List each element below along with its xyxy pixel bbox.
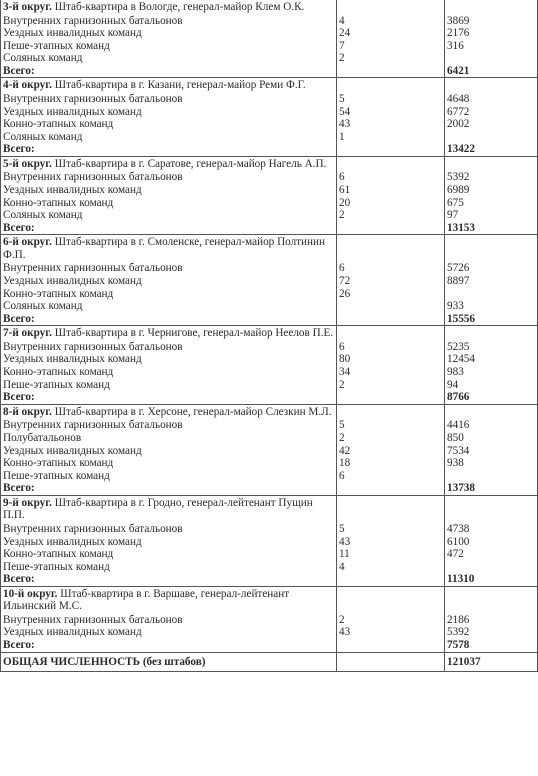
table-row bbox=[1, 209, 538, 222]
unit-count: 4 bbox=[337, 561, 445, 574]
table-row bbox=[1, 419, 538, 432]
table-row bbox=[1, 93, 538, 106]
empty-cell bbox=[337, 222, 445, 235]
unit-men: 3869 bbox=[445, 15, 538, 28]
table-row bbox=[1, 353, 538, 366]
unit-count: 7 bbox=[337, 40, 445, 53]
table-row bbox=[1, 626, 538, 639]
unit-label: Конно-этапных команд bbox=[1, 288, 337, 301]
empty-cell bbox=[337, 652, 445, 672]
unit-men: 472 bbox=[445, 548, 538, 561]
district-description: Штаб-квартира в г. Варшаве, генерал-лейтенант Ильинский М.С. bbox=[3, 587, 290, 613]
district-description: Штаб-квартира в г. Чернигове, генерал-майор Неелов П.Е. bbox=[51, 327, 334, 340]
unit-label: Уездных инвалидных команд bbox=[1, 184, 337, 197]
unit-men: 4416 bbox=[445, 419, 538, 432]
grand-total-value: 121037 bbox=[445, 652, 538, 672]
unit-count: 26 bbox=[337, 288, 445, 301]
unit-men bbox=[445, 288, 538, 301]
unit-count: 2 bbox=[337, 614, 445, 627]
district-total-row bbox=[1, 313, 538, 326]
district-total-value: 8766 bbox=[445, 391, 538, 404]
table-row bbox=[1, 197, 538, 210]
unit-men bbox=[445, 561, 538, 574]
district-description: Штаб-квартира в г. Херсоне, генерал-майор Слезкин М.Л. bbox=[51, 405, 332, 418]
unit-count: 2 bbox=[337, 209, 445, 222]
district-total-value: 13153 bbox=[445, 222, 538, 235]
unit-men: 938 bbox=[445, 457, 538, 470]
table-row bbox=[1, 106, 538, 119]
table-row bbox=[1, 118, 538, 131]
unit-men: 5235 bbox=[445, 341, 538, 354]
empty-cell bbox=[337, 313, 445, 326]
district-description: Штаб-квартира в г. Смоленске, генерал-майор Полтинин Ф.П. bbox=[3, 236, 326, 261]
empty-cell bbox=[337, 78, 445, 93]
unit-label: Внутренних гарнизонных батальонов bbox=[1, 523, 337, 536]
unit-label: Соляных команд bbox=[1, 52, 337, 65]
total-label: Всего: bbox=[1, 482, 337, 495]
unit-label: Полубатальонов bbox=[1, 432, 337, 445]
district-total-row bbox=[1, 639, 538, 652]
unit-count: 5 bbox=[337, 93, 445, 106]
district-header-row bbox=[1, 586, 538, 614]
unit-label: Уездных инвалидных команд bbox=[1, 353, 337, 366]
empty-cell bbox=[337, 65, 445, 78]
table-row bbox=[1, 379, 538, 392]
district-header bbox=[1, 586, 337, 614]
table-row bbox=[1, 15, 538, 28]
unit-men: 4738 bbox=[445, 523, 538, 536]
unit-label: Уездных инвалидных команд bbox=[1, 27, 337, 40]
unit-count: 2 bbox=[337, 379, 445, 392]
empty-cell bbox=[445, 326, 538, 341]
unit-label: Внутренних гарнизонных батальонов bbox=[1, 614, 337, 627]
table-row bbox=[1, 40, 538, 53]
unit-label: Соляных команд bbox=[1, 131, 337, 144]
unit-label: Пеше-этапных команд bbox=[1, 470, 337, 483]
unit-count bbox=[337, 300, 445, 313]
unit-label: Пеше-этапных команд bbox=[1, 561, 337, 574]
unit-men: 6100 bbox=[445, 536, 538, 549]
unit-label: Конно-этапных команд bbox=[1, 548, 337, 561]
district-total-value: 15556 bbox=[445, 313, 538, 326]
unit-men: 12454 bbox=[445, 353, 538, 366]
unit-label: Уездных инвалидных команд bbox=[1, 536, 337, 549]
unit-count: 1 bbox=[337, 131, 445, 144]
unit-label: Пеше-этапных команд bbox=[1, 379, 337, 392]
unit-label: Конно-этапных команд bbox=[1, 366, 337, 379]
district-total-row bbox=[1, 573, 538, 586]
unit-men: 850 bbox=[445, 432, 538, 445]
unit-label: Соляных команд bbox=[1, 209, 337, 222]
unit-label: Внутренних гарнизонных батальонов bbox=[1, 93, 337, 106]
district-total-row bbox=[1, 482, 538, 495]
district-name: 8-й округ. bbox=[3, 405, 52, 418]
unit-count: 6 bbox=[337, 262, 445, 275]
empty-cell bbox=[445, 404, 538, 419]
empty-cell bbox=[337, 326, 445, 341]
table-row bbox=[1, 300, 538, 313]
empty-cell bbox=[445, 235, 538, 263]
table-row bbox=[1, 470, 538, 483]
unit-label: Уездных инвалидных команд bbox=[1, 106, 337, 119]
unit-count: 61 bbox=[337, 184, 445, 197]
district-header bbox=[1, 156, 337, 171]
unit-men bbox=[445, 52, 538, 65]
empty-cell bbox=[337, 404, 445, 419]
table-row bbox=[1, 548, 538, 561]
district-header bbox=[1, 495, 337, 523]
total-label: Всего: bbox=[1, 65, 337, 78]
unit-men bbox=[445, 470, 538, 483]
unit-men: 316 bbox=[445, 40, 538, 53]
unit-count: 42 bbox=[337, 445, 445, 458]
district-header bbox=[1, 0, 337, 15]
table-row bbox=[1, 341, 538, 354]
district-name: 10-й округ. bbox=[3, 587, 58, 600]
unit-men: 4648 bbox=[445, 93, 538, 106]
empty-cell bbox=[337, 639, 445, 652]
district-header bbox=[1, 404, 337, 419]
unit-men: 933 bbox=[445, 300, 538, 313]
unit-men: 5726 bbox=[445, 262, 538, 275]
district-header bbox=[1, 235, 337, 263]
district-name: 6-й округ. bbox=[3, 236, 52, 249]
table-row bbox=[1, 275, 538, 288]
unit-men: 8897 bbox=[445, 275, 538, 288]
table-row bbox=[1, 561, 538, 574]
grand-total-row bbox=[1, 652, 538, 672]
table-row bbox=[1, 523, 538, 536]
district-total-value: 13738 bbox=[445, 482, 538, 495]
unit-label: Пеше-этапных команд bbox=[1, 40, 337, 53]
district-description: Штаб-квартира в Вологде, генерал-майор Клем О.К. bbox=[51, 1, 305, 13]
district-total-value: 7578 bbox=[445, 639, 538, 652]
empty-cell bbox=[337, 573, 445, 586]
district-name: 9-й округ. bbox=[3, 496, 52, 509]
table-row bbox=[1, 52, 538, 65]
empty-cell bbox=[445, 0, 538, 15]
district-description: Штаб-квартира в г. Саратове, генерал-майор Нагель А.П. bbox=[51, 157, 327, 170]
table-row bbox=[1, 614, 538, 627]
unit-men: 2176 bbox=[445, 27, 538, 40]
unit-label: Внутренних гарнизонных батальонов bbox=[1, 15, 337, 28]
unit-count: 11 bbox=[337, 548, 445, 561]
district-header-row bbox=[1, 0, 538, 15]
district-header-row bbox=[1, 495, 538, 523]
unit-count: 72 bbox=[337, 275, 445, 288]
unit-count: 20 bbox=[337, 197, 445, 210]
unit-label: Внутренних гарнизонных батальонов bbox=[1, 171, 337, 184]
unit-count: 24 bbox=[337, 27, 445, 40]
unit-men: 2002 bbox=[445, 118, 538, 131]
total-label: Всего: bbox=[1, 391, 337, 404]
table-row bbox=[1, 131, 538, 144]
unit-count: 18 bbox=[337, 457, 445, 470]
table-row bbox=[1, 262, 538, 275]
unit-label: Уездных инвалидных команд bbox=[1, 445, 337, 458]
unit-men: 675 bbox=[445, 197, 538, 210]
district-header-row bbox=[1, 404, 538, 419]
unit-count: 34 bbox=[337, 366, 445, 379]
district-name: 5-й округ. bbox=[3, 157, 52, 170]
unit-men: 97 bbox=[445, 209, 538, 222]
unit-label: Внутренних гарнизонных батальонов bbox=[1, 419, 337, 432]
unit-men: 7534 bbox=[445, 445, 538, 458]
district-header-row bbox=[1, 78, 538, 93]
unit-count: 2 bbox=[337, 52, 445, 65]
unit-men bbox=[445, 131, 538, 144]
district-header bbox=[1, 326, 337, 341]
district-total-value: 13422 bbox=[445, 143, 538, 156]
unit-men: 6989 bbox=[445, 184, 538, 197]
total-label: Всего: bbox=[1, 639, 337, 652]
table-row bbox=[1, 457, 538, 470]
empty-cell bbox=[337, 143, 445, 156]
unit-men: 5392 bbox=[445, 626, 538, 639]
total-label: Всего: bbox=[1, 222, 337, 235]
empty-cell bbox=[445, 78, 538, 93]
unit-men: 5392 bbox=[445, 171, 538, 184]
district-total-value: 11310 bbox=[445, 573, 538, 586]
table-row bbox=[1, 288, 538, 301]
district-total-row bbox=[1, 143, 538, 156]
table-row bbox=[1, 445, 538, 458]
table-row bbox=[1, 27, 538, 40]
unit-count: 43 bbox=[337, 118, 445, 131]
district-name: 3-й округ. bbox=[3, 1, 52, 13]
table-row bbox=[1, 366, 538, 379]
unit-men: 6772 bbox=[445, 106, 538, 119]
district-total-value: 6421 bbox=[445, 65, 538, 78]
total-label: Всего: bbox=[1, 573, 337, 586]
district-name: 4-й округ. bbox=[3, 79, 52, 92]
district-name: 7-й округ. bbox=[3, 327, 52, 340]
district-description: Штаб-квартира в г. Казани, генерал-майор Реми Ф.Г. bbox=[51, 79, 306, 92]
unit-label: Внутренних гарнизонных батальонов bbox=[1, 262, 337, 275]
district-header-row bbox=[1, 235, 538, 263]
unit-count: 5 bbox=[337, 419, 445, 432]
unit-count: 54 bbox=[337, 106, 445, 119]
district-header bbox=[1, 78, 337, 93]
unit-count: 5 bbox=[337, 523, 445, 536]
unit-men: 983 bbox=[445, 366, 538, 379]
unit-men: 2186 bbox=[445, 614, 538, 627]
unit-count: 6 bbox=[337, 470, 445, 483]
empty-cell bbox=[337, 235, 445, 263]
empty-cell bbox=[337, 156, 445, 171]
empty-cell bbox=[445, 586, 538, 614]
total-label: Всего: bbox=[1, 313, 337, 326]
empty-cell bbox=[445, 156, 538, 171]
unit-count: 43 bbox=[337, 536, 445, 549]
grand-total-label: ОБЩАЯ ЧИСЛЕННОСТЬ (без штабов) bbox=[1, 652, 337, 672]
unit-label: Уездных инвалидных команд bbox=[1, 275, 337, 288]
table-row bbox=[1, 171, 538, 184]
empty-cell bbox=[337, 391, 445, 404]
total-label: Всего: bbox=[1, 143, 337, 156]
district-header-row bbox=[1, 326, 538, 341]
unit-count: 2 bbox=[337, 432, 445, 445]
unit-label: Конно-этапных команд bbox=[1, 457, 337, 470]
empty-cell bbox=[337, 482, 445, 495]
unit-count: 6 bbox=[337, 341, 445, 354]
empty-cell bbox=[337, 586, 445, 614]
table-row bbox=[1, 184, 538, 197]
district-total-row bbox=[1, 391, 538, 404]
unit-count: 6 bbox=[337, 171, 445, 184]
table-row bbox=[1, 432, 538, 445]
unit-label: Внутренних гарнизонных батальонов bbox=[1, 341, 337, 354]
unit-men: 94 bbox=[445, 379, 538, 392]
district-total-row bbox=[1, 222, 538, 235]
unit-label: Конно-этапных команд bbox=[1, 197, 337, 210]
unit-count: 43 bbox=[337, 626, 445, 639]
district-total-row bbox=[1, 65, 538, 78]
district-header-row bbox=[1, 156, 538, 171]
unit-label: Соляных команд bbox=[1, 300, 337, 313]
empty-cell bbox=[445, 495, 538, 523]
empty-cell bbox=[337, 495, 445, 523]
unit-label: Конно-этапных команд bbox=[1, 118, 337, 131]
district-description: Штаб-квартира в г. Гродно, генерал-лейтенант Пущин П.П. bbox=[3, 496, 313, 522]
unit-count: 4 bbox=[337, 15, 445, 28]
empty-cell bbox=[337, 0, 445, 15]
table-row bbox=[1, 536, 538, 549]
unit-label: Уездных инвалидных команд bbox=[1, 626, 337, 639]
unit-count: 80 bbox=[337, 353, 445, 366]
